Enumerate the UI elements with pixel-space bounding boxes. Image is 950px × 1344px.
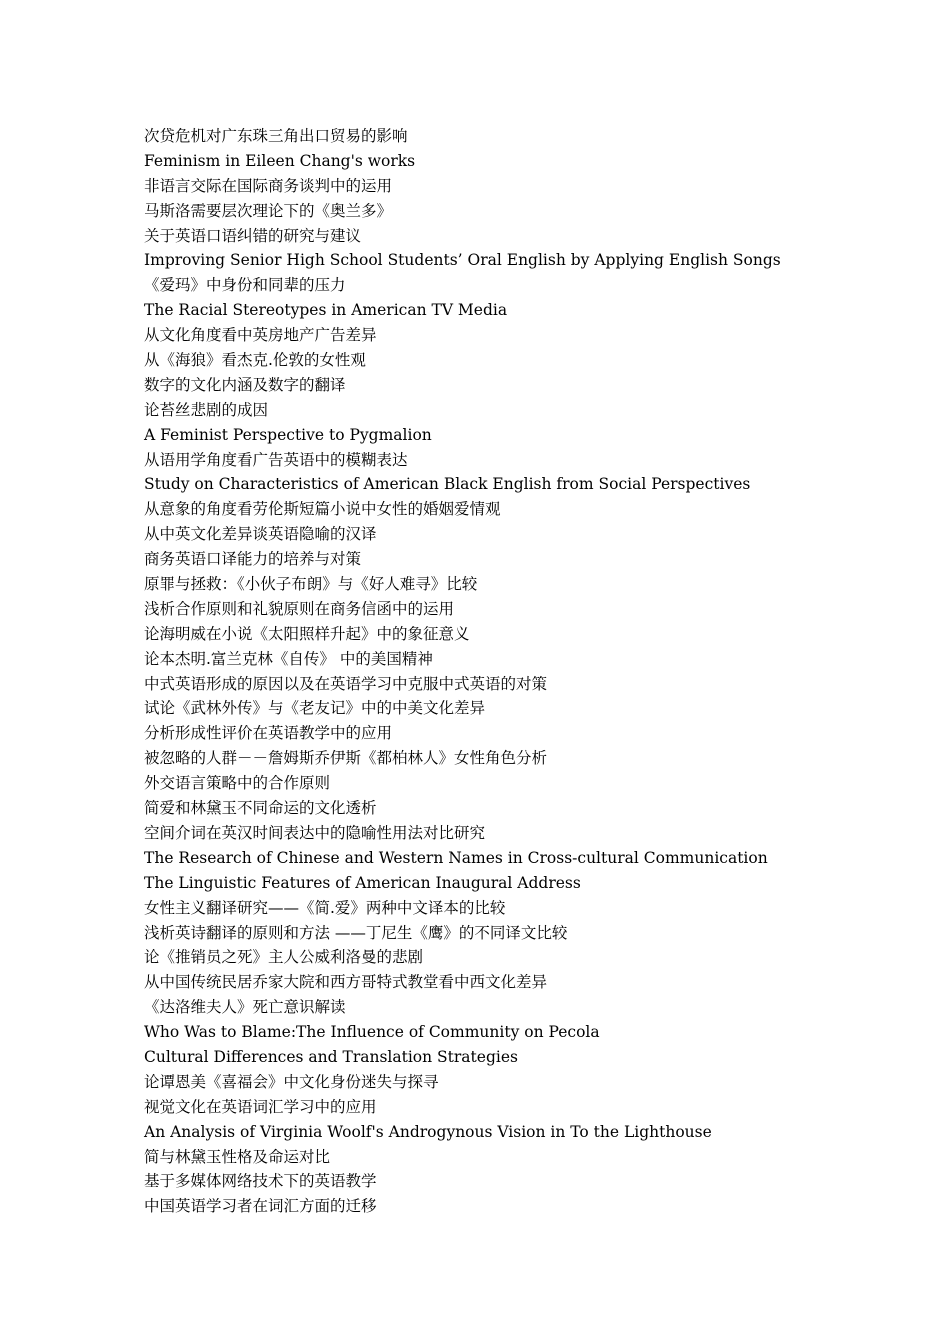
list-item: 从中英文化差异谈英语隐喻的汉译 <box>144 525 377 544</box>
list-item: 从文化角度看中英房地产广告差异 <box>144 326 377 345</box>
list-item: 论海明威在小说《太阳照样升起》中的象征意义 <box>144 624 470 643</box>
list-item: 《达洛维夫人》死亡意识解读 <box>144 998 346 1017</box>
list-item: 简与林黛玉性格及命运对比 <box>144 1147 331 1166</box>
list-item: 非语言交际在国际商务谈判中的运用 <box>144 176 393 195</box>
list-item: 从意象的角度看劳伦斯短篇小说中女性的婚姻爱情观 <box>144 500 501 519</box>
list-item: 女性主义翻译研究——《简.爱》两种中文译本的比较 <box>144 898 506 917</box>
list-item: 原罪与拯救：《小伙子布朗》与《好人难寻》比较 <box>144 575 478 594</box>
list-item: 论《推销员之死》主人公威利洛曼的悲剧 <box>144 948 424 967</box>
list-item: An Analysis of Virginia Woolf's Androgynous Vision in To the Lighthouse <box>144 1122 712 1141</box>
list-item: The Research of Chinese and Western Names in Cross-cultural Communication <box>144 848 768 867</box>
list-item: A Feminist Perspective to Pygmalion <box>144 425 432 444</box>
list-item: 马斯洛需要层次理论下的《奥兰多》 <box>144 201 393 220</box>
list-item: The Linguistic Features of American Inaugural Address <box>144 873 581 892</box>
list-item: 《爱玛》中身份和同辈的压力 <box>144 276 346 295</box>
list-item: Who Was to Blame:The Influence of Community on Pecola <box>144 1023 600 1042</box>
list-item: Feminism in Eileen Chang's works <box>144 151 416 170</box>
list-item: Improving Senior High School Students’ Oral English by Applying English Songs <box>144 251 781 270</box>
list-item: 基于多媒体网络技术下的英语教学 <box>144 1172 377 1191</box>
list-item: The Racial Stereotypes in American TV Media <box>144 301 508 320</box>
list-item: Cultural Differences and Translation Strategies <box>144 1047 518 1066</box>
list-item: 商务英语口译能力的培养与对策 <box>144 550 362 569</box>
list-item: 浅析英诗翻译的原则和方法 ——丁尼生《鹰》的不同译文比较 <box>144 923 568 942</box>
list-item: Study on Characteristics of American Black English from Social Perspectives <box>144 475 751 494</box>
thesis-title-list <box>144 124 781 1219</box>
list-item: 数字的文化内涵及数字的翻译 <box>144 375 346 394</box>
list-item: 浅析合作原则和礼貌原则在商务信函中的运用 <box>144 599 455 618</box>
list-item: 论本杰明.富兰克林《自传》 中的美国精神 <box>144 649 433 668</box>
list-item: 外交语言策略中的合作原则 <box>144 774 331 793</box>
list-item: 试论《武林外传》与《老友记》中的中美文化差异 <box>144 699 486 718</box>
list-item: 简爱和林黛玉不同命运的文化透析 <box>144 799 377 818</box>
list-item: 次贷危机对广东珠三角出口贸易的影响 <box>144 127 408 145</box>
list-item: 中国英语学习者在词汇方面的迁移 <box>144 1197 377 1216</box>
list-item: 被忽略的人群－－詹姆斯乔伊斯《都柏林人》女性角色分析 <box>144 749 548 768</box>
list-item: 从中国传统民居乔家大院和西方哥特式教堂看中西文化差异 <box>144 973 548 992</box>
list-item: 关于英语口语纠错的研究与建议 <box>144 226 362 245</box>
list-item: 从语用学角度看广告英语中的模糊表达 <box>144 450 408 469</box>
list-item: 中式英语形成的原因以及在英语学习中克服中式英语的对策 <box>144 674 548 693</box>
list-item: 视觉文化在英语词汇学习中的应用 <box>144 1097 377 1116</box>
list-item: 分析形成性评价在英语教学中的应用 <box>144 724 393 743</box>
list-item: 论谭恩美《喜福会》中文化身份迷失与探寻 <box>144 1072 439 1091</box>
list-item: 从《海狼》看杰克.伦敦的女性观 <box>144 351 366 370</box>
list-item: 空间介词在英汉时间表达中的隐喻性用法对比研究 <box>144 823 486 842</box>
list-item: 论苔丝悲剧的成因 <box>144 400 269 419</box>
